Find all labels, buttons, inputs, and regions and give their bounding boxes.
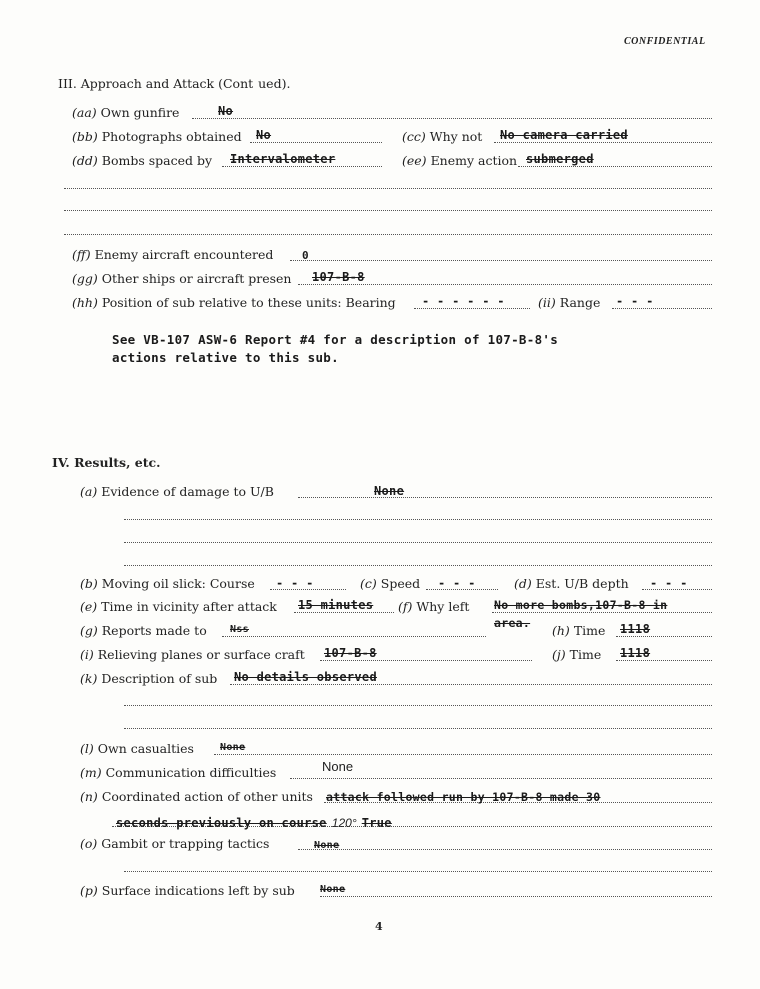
blank-line bbox=[64, 188, 712, 189]
blank-line bbox=[124, 519, 712, 520]
blank-line bbox=[124, 542, 712, 543]
blank-line bbox=[64, 210, 712, 211]
blank-line bbox=[64, 234, 712, 235]
page-number: 4 bbox=[375, 920, 383, 933]
blank-line bbox=[124, 705, 712, 706]
section-iii-heading: III. Approach and Attack (Cont ued). bbox=[58, 76, 291, 91]
section-iv-heading: IV. Results, etc. bbox=[52, 455, 161, 470]
blank-line bbox=[124, 565, 712, 566]
confidential-marking: CONFIDENTIAL bbox=[624, 36, 706, 47]
blank-line bbox=[124, 871, 712, 872]
blank-line bbox=[124, 728, 712, 729]
